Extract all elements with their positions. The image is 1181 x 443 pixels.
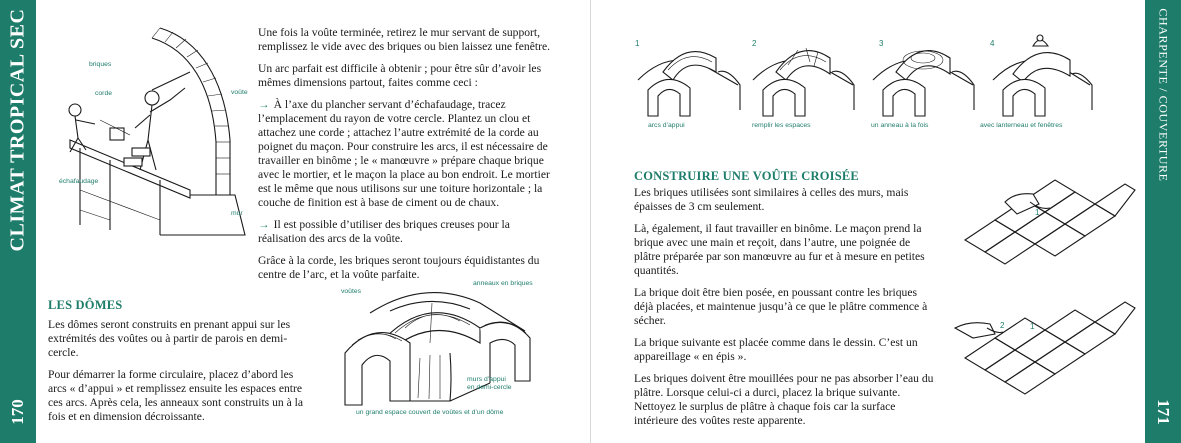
- left-page-number: 170: [8, 399, 27, 425]
- dome-label-murs-1: murs d’appui: [467, 376, 506, 383]
- herringbone-bottom-illustration: [955, 298, 1135, 398]
- right-page-number: 171: [1154, 399, 1173, 425]
- label-voute: voûte: [231, 89, 248, 96]
- dome-label-murs-2: en demi-cercle: [467, 384, 512, 391]
- step-4-caption: avec lanterneau et fenêtres: [980, 122, 1063, 129]
- left-band-title: CLIMAT TROPICAL SEC: [6, 8, 29, 252]
- step-4-number: 4: [990, 39, 995, 48]
- bullet-2-text: Il est possible d’utiliser des briques creuses pour la réalisation des arcs de la voûte.: [258, 218, 510, 245]
- step-1-number: 1: [635, 39, 640, 48]
- croisee-paragraph-4: La brique suivante est placée comme dans le dessin. C’est un appareillage « en épis ».: [634, 336, 918, 363]
- vault-text: [258, 26, 558, 290]
- croisee-paragraph-3: La brique doit être bien posée, en poussant contre les briques déjà placées, et maintenue jusqu’à ce que le plâtre commence à sécher.: [634, 286, 928, 327]
- arrow-icon: →: [258, 218, 270, 231]
- brick-number-bottom-right: 1: [1030, 322, 1035, 331]
- step-3-drawing: [873, 51, 974, 116]
- step-1-caption: arcs d’appui: [648, 122, 685, 129]
- croisee-paragraph-2: Là, également, il faut travailler en binôme. Le maçon prend la brique avec une main et reçoit, dans l’autre, une poignée de plâtre préparée par son manœuvre au fur et à mesure en petites quantités.: [634, 222, 925, 277]
- croisee-paragraph-5: Les briques doivent être mouillées pour ne pas absorber l’eau du plâtre. Lorsque celui-ci a durci, placez la brique suivante. Nettoyez le surplus de plâtre à chaque fois car la surface intérieure des voûtes reste apparente.: [634, 372, 934, 427]
- closing-paragraph: Grâce à la corde, les briques seront toujours équidistantes du centre de l’arc, et la voûte parfaite.: [258, 254, 540, 281]
- step-2-caption: remplir les espaces: [752, 122, 811, 129]
- brick-number-top: 1: [1035, 208, 1040, 217]
- dome-caption: un grand espace couvert de voûtes et d’un dôme: [356, 409, 504, 416]
- step-2-number: 2: [752, 39, 757, 48]
- bullet-1: [258, 98, 558, 210]
- domes-paragraph-1: Les dômes seront construits en prenant appui sur les extrémités des voûtes ou à partir de parois en demi-cercle.: [48, 318, 291, 359]
- step-3-caption: un anneau à la fois: [871, 122, 929, 129]
- label-corde: corde: [95, 90, 113, 97]
- dome-label-voutes: voûtes: [341, 288, 362, 295]
- label-echafaudage: échafaudage: [59, 178, 99, 185]
- intro-paragraph-1: Une fois la voûte terminée, retirez le mur servant de support, remplissez le vide avec des briques ou bien laissez une fenêtre.: [258, 26, 550, 53]
- croisee-text: [634, 186, 934, 436]
- dome-label-anneaux: anneaux en briques: [473, 280, 533, 287]
- brick-number-bottom-left: 2: [1000, 321, 1005, 330]
- croisee-heading: CONSTRUIRE UNE VOÛTE CROISÉE: [634, 169, 859, 183]
- dome-steps-illustration: [628, 30, 1098, 120]
- arrow-icon: →: [258, 98, 270, 111]
- step-3-number: 3: [879, 39, 884, 48]
- herringbone-top-illustration: [955, 180, 1135, 280]
- bullet-1-text: À l’axe du plancher servant d’échafaudage, tracez l’emplacement du rayon de votre cercle. Plantez un clou et attachez une corde ; attachez l’autre extrémité de la corde au poignet du maçon. Pour construire les arcs, il est nécessaire de travailler en binôme ; le « manœuvre » prépare chaque brique avec le mortier, et le maçon la place au bon endroit. Le mortier est le même que nous utilisons sur une toiture horizontale ; la couche de finition est à base de ciment ou de chaux.: [258, 98, 550, 209]
- label-briques: briques: [89, 61, 112, 68]
- right-band-title: CHARPENTE / COUVERTURE: [1156, 8, 1171, 182]
- book-gutter: [590, 0, 591, 443]
- vault-construction-illustration: [40, 20, 250, 250]
- intro-paragraph-2: Un arc parfait est difficile à obtenir ; pour être sûr d’avoir les mêmes dimensions partout, faites comme ceci :: [258, 62, 542, 89]
- dome-illustration: [330, 283, 550, 413]
- croisee-paragraph-1: Les briques utilisées sont similaires à celles des murs, mais épaisses de 3 cm seulement.: [634, 186, 909, 213]
- domes-heading: LES DÔMES: [48, 298, 123, 312]
- bullet-2: [258, 218, 558, 246]
- domes-text: [48, 318, 310, 432]
- step-4-drawing: [993, 35, 1092, 116]
- label-mur: mur: [231, 210, 243, 217]
- step-1-drawing: [638, 52, 740, 116]
- step-2-drawing: [753, 48, 854, 116]
- domes-paragraph-2: Pour démarrer la forme circulaire, placez d’abord les arcs « d’appui » et remplissez ensuite les espaces entre ces arcs. Après cela, les anneaux sont construits un à la fois et en dimension décroissante.: [48, 368, 303, 423]
